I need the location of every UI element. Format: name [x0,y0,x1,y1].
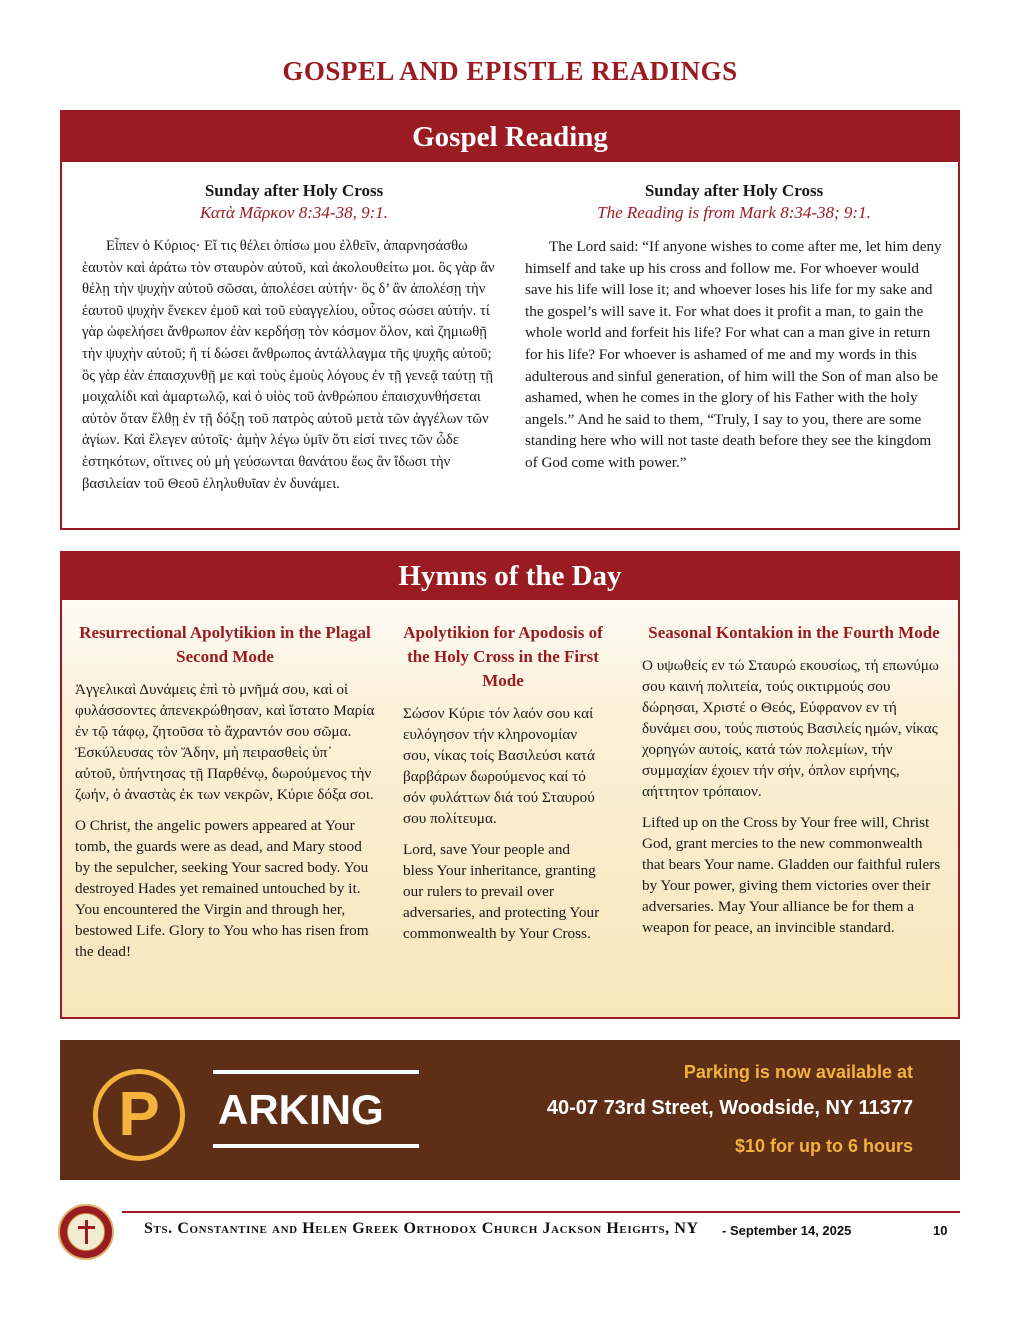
footer-page-number: 10 [933,1223,948,1238]
seal-cross-icon [85,1220,88,1244]
hymn-english-text: Lifted up on the Cross by Your free will, Christ God, grant mercies to the new commonwealth that bears Your name. Gladden our faithful rulers by Your power, giving them victories over their adversaries. May Your alliance be for them a weapon for peace, an invincible standard. [642,814,941,936]
hymn-greek-text: Ο υψωθείς εν τώ Σταυρώ εκουσίως, τή επωνύμω σου καινή πολιτεία, τούς οικτιρμούς σου δώρησαι, Χριστέ ο Θεός, Εύφρανον εν τή δυνάμει σου, τούς πιστούς Βασιλείς ημών, νίκας χορηγών αυτοίς, κατά τών πολεμίων, τήν συμμαχίαν έχοιεν τήν σήν, όπλον ειρήνης, αήττητον τρόπαιον. [642,657,939,800]
gospel-greek-text: Εἶπεν ὁ Κύριος· Εἴ τις θέλει ὀπίσω μου ἐλθεῖν, ἀπαρνησάσθω ἑαυτὸν καὶ ἀράτω τὸν σταυρὸν αὐτοῦ, καὶ ἀκολουθείτω μοι. ὃς γὰρ ἂν θέλῃ τὴν ψυχὴν αὐτοῦ σῶσαι, ἀπολέσει αὐτήν· ὃς δ’ ἂν ἀπολέσῃ τὴν ἑαυτοῦ ψυχὴν ἕνεκεν ἐμοῦ καὶ τοῦ εὐαγγελίου, οὗτος σώσει αὐτήν. τί γὰρ ὠφελήσει ἄνθρωπον ἐὰν κερδήσῃ τὸν κόσμον ὅλον, καὶ ζημιωθῇ τὴν ψυχὴν αὐτοῦ; ἢ τί δώσει ἄνθρωπος ἀντάλλαγμα τῆς ψυχῆς αὐτοῦ; ὃς γὰρ ἐὰν ἐπαισχυνθῇ με καὶ τοὺς ἐμοὺς λόγους ἐν τῇ γενεᾷ ταύτῃ τῇ μοιχαλίδι καὶ ἁμαρτωλῷ, καὶ ὁ υἱὸς τοῦ ἀνθρώπου ἐπαισχυνθήσεται αὐτὸν ὅταν ἔλθῃ ἐν τῇ δόξῃ τοῦ πατρὸς αὐτοῦ μετὰ τῶν ἀγγέλων τῶν ἁγίων. Καὶ ἔλεγεν αὐτοῖς· ἀμὴν λέγω ὑμῖν ὅτι εἰσί τινες τῶν ὧδε ἑστηκότων, οἵτινες οὐ μὴ γεύσωνται θανάτου ἕως ἂν ἴδωσι τὴν βασιλείαν τοῦ Θεοῦ ἐληλυθυῖαν ἐν δυνάμει. [82,238,495,492]
parking-bottom-line [213,1144,419,1148]
hymn-title: Seasonal Kontakion in the Fourth Mode [648,623,940,642]
hymn-english-text: Lord, save Your people and bless Your inheritance, granting our rulers to prevail over adversaries, and protecting Your commonwealth by Your Cross. [403,841,600,942]
gospel-english-text: The Lord said: “If anyone wishes to come after me, let him deny himself and take up his cross and follow me. For whoever would save his life will lose it; and whoever loses his life for my sake and the gospel’s will save it. For what does it profit a man, to gain the whole world and forfeit his life? For what can a man give in return for his life? For whoever is ashamed of me and my words in this adulterous and sinful generation, of him will the Son of man also be ashamed, when he comes in the glory of his Father with the holy angels.” And he said to them, “Truly, I say to you, there are some standing here who will not taste death before they see the kingdom of God come with power.” [525,238,942,471]
hymn-card [642,621,946,938]
hymn-title: Resurrectional Apolytikion in the Plagal Second Mode [79,623,371,666]
parking-p-icon: P [93,1069,185,1161]
parking-availability-text: Parking is now available at [683,1062,913,1082]
gospel-english-citation: The Reading is from Mark 8:34-38; 9:1. [597,203,871,222]
parking-word: ARKING [218,1086,384,1133]
parking-address: 40-07 73rd Street, Woodside, NY 11377 [546,1097,913,1119]
hymn-greek-text: Ἀγγελικαὶ Δυνάμεις ἐπὶ τὸ μνῆμά σου, καὶ οἱ φυλάσσοντες ἀπενεκρώθησαν, καὶ ἵστατο Μαρία ἐν τῷ τάφῳ, ζητοῦσα τὸ ἄχραντόν σου σῶμα. Ἐσκύλευσας τὸν Ἅδην, μὴ πειρασθεὶς ὑπ᾽ αὐτοῦ, ὑπήντησας τῇ Παρθένῳ, δωρούμενος τὴν ζωήν, ὁ ἀναστὰς ἐκ των νεκρῶν, Κύριε δόξα σοι. [75,681,375,803]
seal-cross-bar [78,1226,95,1229]
footer-rule [122,1211,960,1213]
parking-top-line [213,1070,419,1074]
seal-inner [67,1213,105,1251]
hymn-english-text: O Christ, the angelic powers appeared at Your tomb, the guards were as dead, and Mary stood by the sepulcher, seeking Your sacred body. You destroyed Hades yet remained untouched by it. You encountered the Virgin and through her, bestowed Life. Glory to You who has risen from the dead! [75,817,369,960]
gospel-greek-title: Sunday after Holy Cross [204,181,384,200]
footer-date: - September 14, 2025 [722,1223,852,1238]
page-title: GOSPEL AND EPISTLE READINGS [282,56,738,86]
hymn-title: Apolytikion for Apodosis of the Holy Cross in the First Mode [403,623,603,690]
gospel-header: Gospel Reading [62,112,958,162]
parking-price: $10 for up to 6 hours [734,1136,913,1156]
gospel-greek-citation: Κατὰ Μᾶρκον 8:34-38, 9:1. [200,203,388,222]
parking-banner [60,1040,960,1180]
gospel-english-title: Sunday after Holy Cross [644,181,824,200]
hymns-section [60,551,960,1019]
hymn-card [403,621,603,944]
gospel-greek-column [82,180,506,495]
hymns-header: Hymns of the Day [62,553,958,600]
gospel-reading-section [60,110,960,530]
footer-church-name: Sts. Constantine and Helen Greek Orthodox Church Jackson Heights, NY [144,1220,699,1237]
hymn-greek-text: Σώσον Κύριε τόν λαόν σου καί ευλόγησον τήν κληρονομίαν σου, νίκας τοίς Βασιλεύσι κατά βαρβάρων δωρούμενος καί τό σόν φυλάττων διά τού Σταυρού σου πολίτευμα. [403,705,595,827]
church-seal-icon [58,1204,114,1260]
gospel-english-column [525,180,943,474]
hymn-card [75,621,375,962]
